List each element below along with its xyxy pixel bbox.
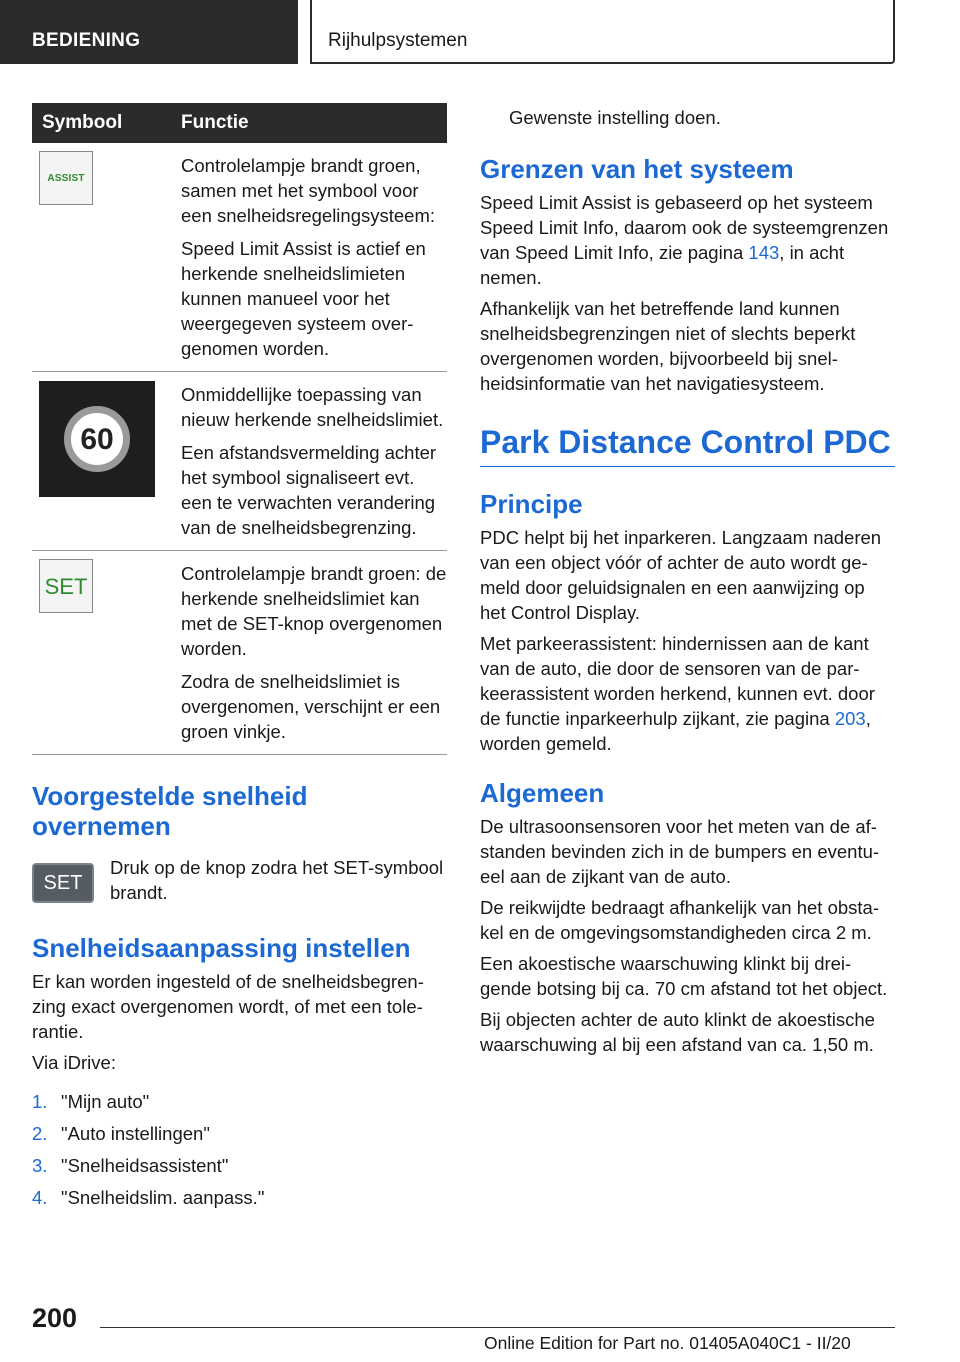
step-label: "Snelheidslim. aanpass." <box>61 1187 265 1208</box>
general-paragraph-4: Bij objecten achter de auto klinkt de akoestische waarschuwing al bij een afstand van ca. 1,50 m. <box>480 1009 875 1055</box>
section-title-general: Algemeen <box>480 778 605 808</box>
set-button-icon <box>32 863 94 903</box>
set-indicator-text: SET <box>44 573 88 599</box>
symbol-cell <box>32 143 181 372</box>
speed-limit-sign <box>64 406 130 472</box>
function-cell <box>181 143 447 372</box>
step-number: 1. <box>32 1091 48 1112</box>
system-limits-paragraph-2: Afhankelijk van het betreffende land kunnen snelheidsbegrenzingen niet of slechts beperkt overgenomen worden, bijvoorbeeld bij snelheidsinformatie van het navigatiesysteem. <box>480 298 856 394</box>
function-text: Zodra de snelheidslimiet is overgenomen, verschijnt er een groen vinkje. <box>181 671 441 742</box>
step-label: "Auto instellingen" <box>61 1123 210 1144</box>
symbol-table-header <box>32 103 447 143</box>
function-text: Onmiddellijke toepassing van nieuw herkende snelheidslimiet. <box>181 384 444 430</box>
header-section-label: BEDIENING <box>32 30 141 51</box>
section-title-adopt-speed: Voorgestelde snelheid overnemen <box>32 781 308 841</box>
system-limits-text: Speed Limit Assist is gebaseerd op het systeem Speed Limit Info, daarom ook de systeemgrenzen van Speed Limit Info, zie pagina <box>480 192 889 263</box>
assist-indicator-text: ASSIST <box>47 172 85 184</box>
general-paragraph-1: De ultrasoonsensoren voor het meten van de afstanden bevinden zich in de bumpers en eventueel aan de zijkant van de auto. <box>480 816 880 887</box>
step-label: "Snelheidsassistent" <box>61 1155 229 1176</box>
footer-edition: Online Edition for Part no. 01405A040C1 - II/20 <box>484 1333 851 1353</box>
page-number: 200 <box>32 1303 78 1333</box>
symbol-table <box>32 103 447 755</box>
function-text: Controlelampje brandt groen, samen met het symbool voor een snelheidsregelingsysteem: <box>181 155 436 226</box>
page-link-203[interactable]: 203 <box>834 708 866 729</box>
list-item <box>32 1185 447 1210</box>
via-idrive-text: Via iDrive: <box>32 1052 116 1073</box>
step-continuation-text: Gewenste instelling doen. <box>509 107 721 128</box>
list-item <box>32 1089 447 1114</box>
header-chapter-label: Rijhulpsystemen <box>328 30 468 51</box>
col-header-function: Functie <box>181 103 447 143</box>
right-column <box>480 103 895 1063</box>
table-row <box>32 372 447 551</box>
principle-paragraph-1: PDC helpt bij het inparkeren. Langzaam naderen van een object vóór of achter de auto wordt gemeld door geluidsignalen en een aanwijzing op het Control Display. <box>480 527 882 623</box>
general-paragraph-2: De reikwijdte bedraagt afhankelijk van het obstakel en de omgevingsomstandigheden circa 2 m. <box>480 897 880 943</box>
function-text: Een afstandsvermelding achter het symbool signaliseert evt. een te verwachten verandering van de snelheidsbegrenzing. <box>181 442 437 538</box>
system-limits-paragraph <box>480 190 895 290</box>
section-title-speed-adjustment: Snelheidsaanpassing instellen <box>32 933 411 963</box>
general-paragraph-3: Een akoestische waarschuwing klinkt bij dreigende botsing bij ca. 70 cm afstand tot het object. <box>480 953 888 999</box>
function-cell <box>181 372 447 551</box>
symbol-cell <box>32 372 181 551</box>
idrive-steps <box>32 1089 447 1210</box>
section-title-system-limits: Grenzen van het systeem <box>480 154 794 184</box>
page-link-143[interactable]: 143 <box>748 242 780 263</box>
speed-adjustment-text: Er kan worden ingesteld of de snelheidsbegrenzing exact overgenomen wordt, of met een tolerantie. <box>32 971 424 1042</box>
set-button-label: SET <box>43 871 83 894</box>
table-row <box>32 551 447 755</box>
principle-text: Met parkeerassistent: hindernissen aan de kant van de auto, die door de sensoren van de parkeerassistent worden herkend, kunnen evt. door de functie inparkeerhulp zijkant, zie pagina <box>480 633 875 729</box>
function-text: Speed Limit Assist is actief en herkende snelheidslimieten kunnen manueel voor het weergegeven systeem overgenomen worden. <box>181 238 426 359</box>
list-item <box>32 1153 447 1178</box>
step-number: 3. <box>32 1155 48 1176</box>
principle-paragraph-2 <box>480 631 895 756</box>
symbol-cell <box>32 551 181 755</box>
set-indicator-icon <box>39 559 93 613</box>
function-cell <box>181 551 447 755</box>
table-row <box>32 143 447 372</box>
system-limits-text-end: , in acht nemen. <box>480 242 845 288</box>
step-number: 4. <box>32 1187 48 1208</box>
chapter-title-pdc: Park Distance Control PDC <box>480 422 895 467</box>
adopt-speed-text: Druk op de knop zodra het SET-symbool brandt. <box>110 857 444 903</box>
header-section-tab <box>0 0 298 64</box>
list-item <box>32 1121 447 1146</box>
set-key-wrapper <box>32 855 110 905</box>
left-column <box>32 103 447 1217</box>
assist-indicator-icon <box>39 151 93 205</box>
col-header-symbol: Symbool <box>32 103 181 143</box>
section-title-principle: Principe <box>480 489 583 519</box>
step-label: "Mijn auto" <box>61 1091 150 1112</box>
adopt-speed-instruction <box>32 855 447 905</box>
speed-limit-sign-icon <box>39 381 155 497</box>
principle-text-end: , worden gemeld. <box>480 708 871 754</box>
function-text: Controlelampje brandt groen: de herkende snelheidslimiet kan met de SET-knop overgenomen worden. <box>181 563 447 659</box>
header-chapter-tab <box>310 0 895 64</box>
speed-limit-value: 60 <box>80 422 114 456</box>
step-number: 2. <box>32 1123 48 1144</box>
footer-divider <box>100 1327 895 1328</box>
